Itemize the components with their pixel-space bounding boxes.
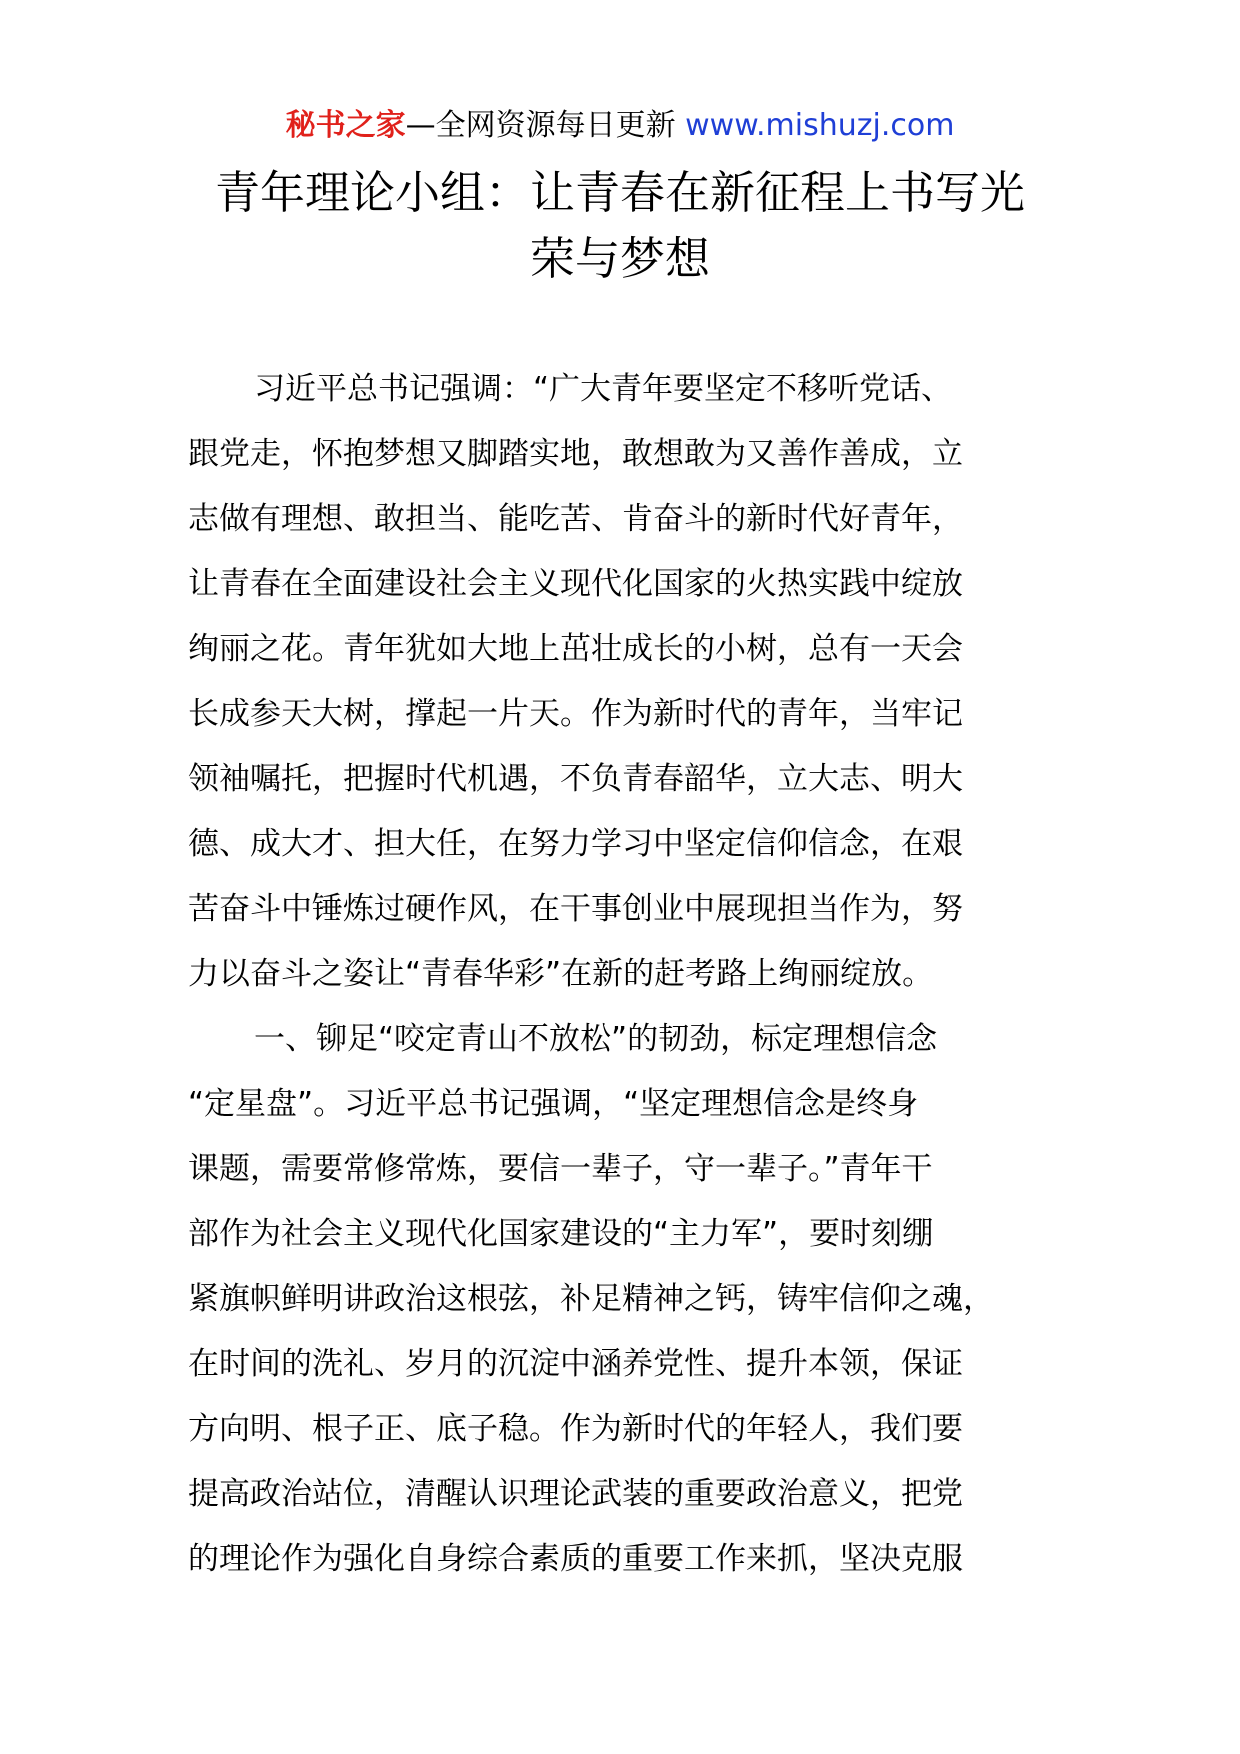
paragraph-line: 习近平总书记强调：“广大青年要坚定不移听党话、 (254, 371, 953, 407)
paragraph-line: “定星盘”。习近平总书记强调，“坚定理想信念是终身 (188, 1086, 919, 1122)
paragraph-line: 紧旗帜鲜明讲政治这根弦，补足精神之钙，铸牢信仰之魂， (188, 1281, 994, 1317)
paragraph-line: 德、成大才、担大任，在努力学习中坚定信仰信念，在艰 (188, 826, 963, 862)
title-line: 青年理论小组：让青春在新征程上书写光 (214, 166, 1025, 219)
paragraph-line: 课题，需要常修常炼，要信一辈子，守一辈子。”青年干 (188, 1151, 933, 1187)
paragraph-line: 绚丽之花。青年犹如大地上茁壮成长的小树，总有一天会 (188, 631, 963, 667)
paragraph-line: 部作为社会主义现代化国家建设的“主力军”，要时刻绷 (188, 1216, 934, 1252)
paragraph-line: 方向明、根子正、底子稳。作为新时代的年轻人，我们要 (188, 1411, 963, 1447)
paragraph-line: 苦奋斗中锤炼过硬作风，在干事创业中展现担当作为，努 (188, 891, 963, 927)
paragraph-line: 的理论作为强化自身综合素质的重要工作来抓，坚决克服 (188, 1541, 963, 1577)
paragraph-line: 在时间的洗礼、岁月的沉淀中涵养党性、提升本领，保证 (188, 1346, 963, 1382)
document-title (150, 160, 1090, 292)
paragraph-line: 长成参天大树，撑起一片天。作为新时代的青年，当牢记 (188, 696, 963, 732)
paragraph-line: 提高政治站位，清醒认识理论武装的重要政治意义，把党 (188, 1476, 963, 1512)
document-body (188, 357, 1068, 1592)
paragraph-line: 力以奋斗之姿让“青春华彩”在新的赶考路上绚丽绽放。 (188, 956, 934, 992)
title-line: 荣与梦想 (529, 232, 710, 285)
section-heading-line: 一、铆足“咬定青山不放松”的韧劲，标定理想信念 (254, 1021, 938, 1057)
site-header (0, 104, 1240, 148)
paragraph-line: 跟党走，怀抱梦想又脚踏实地，敢想敢为又善作善成，立 (188, 436, 963, 472)
site-brand: 秘书之家 (285, 108, 406, 143)
paragraph-line: 让青春在全面建设社会主义现代化国家的火热实践中绽放 (188, 566, 963, 602)
site-slogan: —全网资源每日更新 (405, 108, 686, 143)
site-url-link[interactable]: www.mishuzj.com (685, 108, 955, 143)
paragraph-line: 志做有理想、敢担当、能吃苦、肯奋斗的新时代好青年， (188, 501, 963, 537)
paragraph-line: 领袖嘱托，把握时代机遇，不负青春韶华，立大志、明大 (188, 761, 963, 797)
